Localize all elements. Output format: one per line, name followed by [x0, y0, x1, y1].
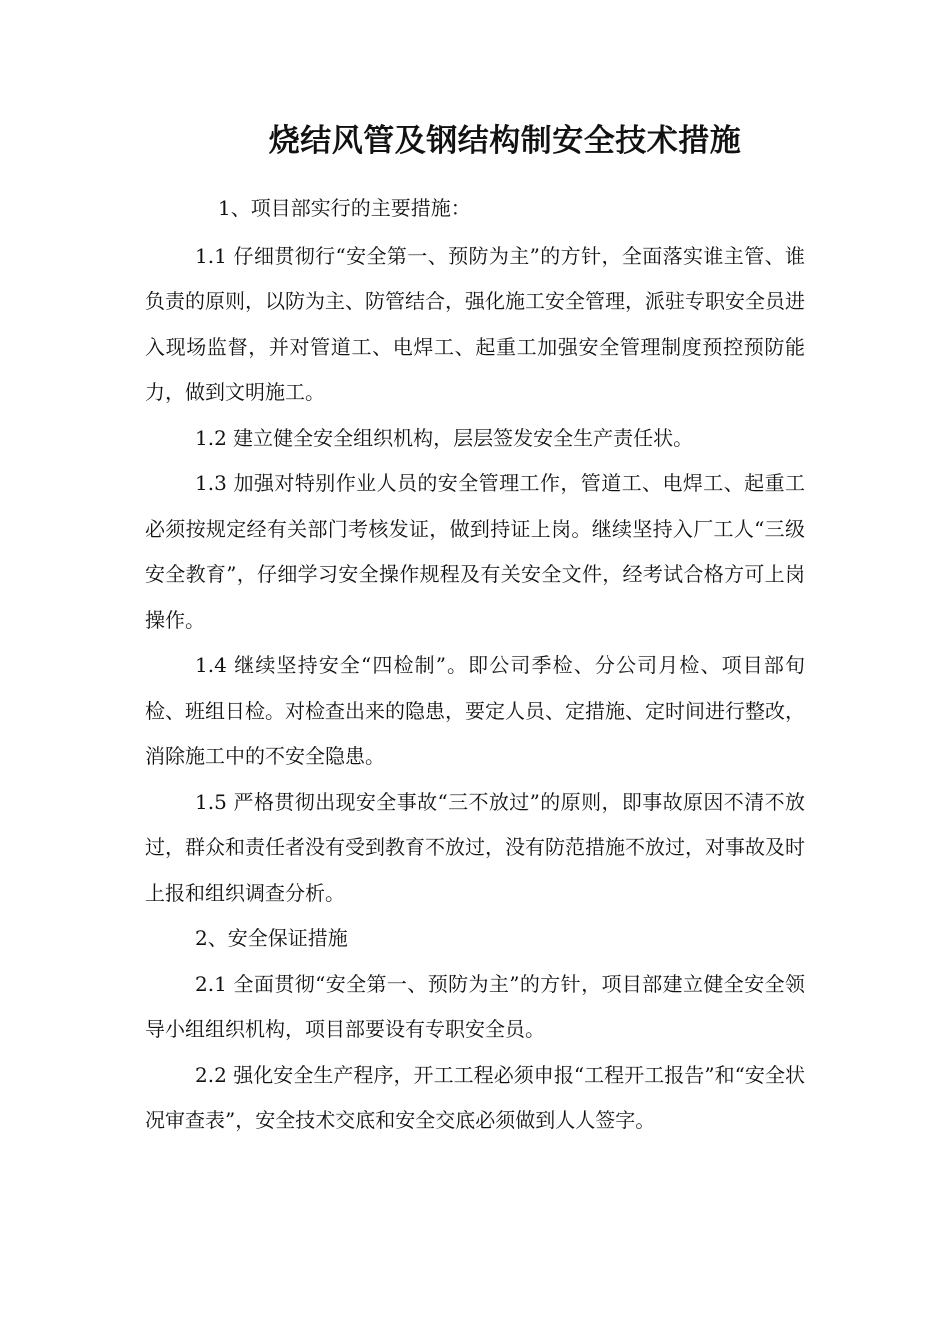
paragraph-1-3: 1.3 加强对特别作业人员的安全管理工作，管道工、电焊工、起重工必须按规定经有关部门考核发证，做到持证上岗。继续坚持入厂工人“三级安全教育”，仔细学习安全操作规程及有关安全文件，经考试合格方可上岗操作。: [145, 471, 805, 632]
document-body: [145, 186, 805, 1144]
document-title: 烧结风管及钢结构制安全技术措施: [268, 123, 742, 159]
section-heading-1: 1、项目部实行的主要措施：: [218, 196, 471, 220]
paragraph-1-1: 1.1 仔细贯彻行“安全第一、预防为主”的方针，全面落实谁主管、谁负责的原则，以防为主、防管结合，强化施工安全管理，派驻专职安全员进入现场监督，并对管道工、电焊工、起重工加强安全管理制度预控预防能力，做到文明施工。: [145, 243, 805, 404]
section-heading-2: 2、安全保证措施: [195, 926, 348, 950]
paragraph-1-5: 1.5 严格贯彻出现安全事故“三不放过”的原则，即事故原因不清不放过，群众和责任者没有受到教育不放过，没有防范措施不放过，对事故及时上报和组织调查分析。: [145, 789, 805, 905]
paragraph-1-2: 1.2 建立健全安全组织机构，层层签发安全生产责任状。: [195, 425, 694, 450]
paragraph-2-2: 2.2 强化安全生产程序，开工工程必须申报“工程开工报告”和“安全状况审查表”，安全技术交底和安全交底必须做到人人签字。: [145, 1062, 805, 1132]
paragraph-1-4: 1.4 继续坚持安全“四检制”。即公司季检、分公司月检、项目部旬检、班组日检。对检查出来的隐患，要定人员、定措施、定时间进行整改，消除施工中的不安全隐患。: [145, 653, 805, 768]
paragraph-2-1: 2.1 全面贯彻“安全第一、预防为主”的方针，项目部建立健全安全领导小组组织机构，项目部要设有专职安全员。: [145, 971, 805, 1041]
